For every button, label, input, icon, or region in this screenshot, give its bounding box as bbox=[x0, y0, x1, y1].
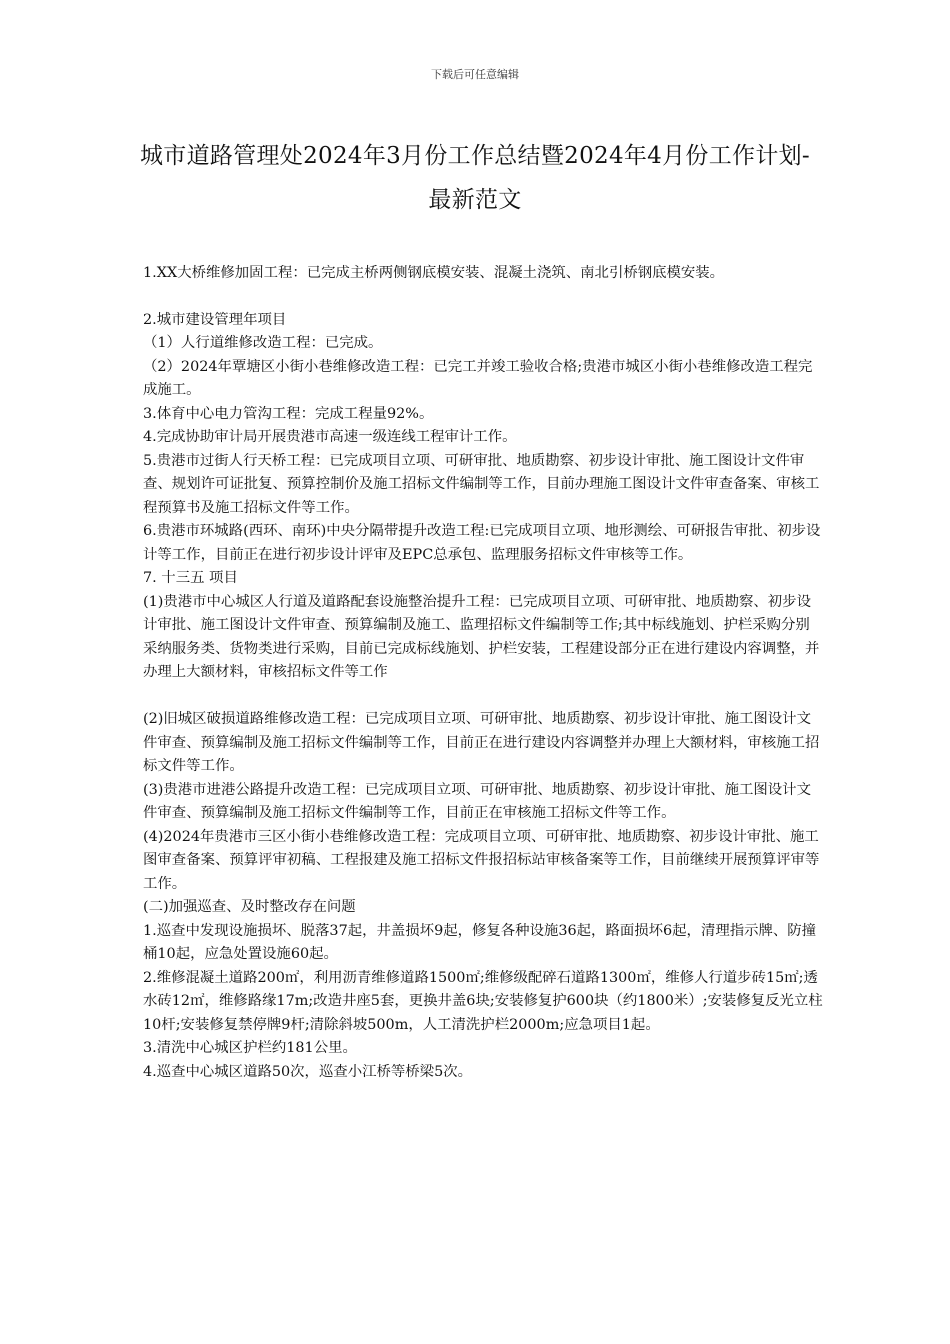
paragraph-2: 2.城市建设管理年项目 bbox=[143, 311, 287, 328]
paragraph-12: (3)贵港市进港公路提升改造工程：已完成项目立项、可研审批、地质勘察、初步设计审批、施工图设计文件审查、预算编制及施工招标文件编制等工作，目前正在审核施工招标文件等工作。 bbox=[143, 781, 811, 821]
paragraph-7: 5.贵港市过街人行天桥工程：已完成项目立项、可研审批、地质勘察、初步设计审批、施工图设计文件审查、规划许可证批复、预算控制价及施工招标文件编制等工作，目前办理施工图设计文件审查备案、审核工程预算书及施工招标文件等工作。 bbox=[143, 452, 820, 516]
paragraph-5: 3.体育中心电力管沟工程：完成工程量92%。 bbox=[143, 405, 434, 422]
paragraph-10: (1)贵港市中心城区人行道及道路配套设施整治提升工程：已完成项目立项、可研审批、地质勘察、初步设计审批、施工图设计文件审查、预算编制及施工、监理招标文件编制等工作;其中标线施划、护栏采购分别采纳服务类、货物类进行采购，目前已完成标线施划、护栏安装，工程建设部分正在进行建设内容调整，并办理上大额材料，审核招标文件等工作 bbox=[143, 593, 820, 680]
paragraph-9: 7. 十三五 项目 bbox=[143, 570, 238, 586]
paragraph-4: （2）2024年覃塘区小街小巷维修改造工程：已完工并竣工验收合格;贵港市城区小街小巷维修改造工程完成施工。 bbox=[143, 358, 813, 398]
paragraph-1: 1.XX大桥维修加固工程：已完成主桥两侧钢底模安装、混凝土浇筑、南北引桥钢底模安装。 bbox=[143, 265, 725, 281]
paragraph-16: 2.维修混凝土道路200㎡，利用沥青维修道路1500㎡;维修级配碎石道路1300㎡，维修人行道步砖15㎡;透水砖12㎡，维修路缘17m;改造井座5套，更换井盖6块;安装修复护600块（约1800米）;安装修复反光立柱10杆;安装修复禁停牌9杆;清除斜坡500m，人工清洗护栏2000m;应急项目1起。 bbox=[143, 969, 823, 1033]
header-note: 下载后可任意编辑 bbox=[431, 68, 519, 81]
blank-line bbox=[143, 685, 823, 709]
paragraph-15: 1.巡查中发现设施损坏、脱落37起，井盖损坏9起，修复各种设施36起，路面损坏6起，清理指示牌、防撞桶10起，应急处置设施60起。 bbox=[143, 922, 817, 962]
paragraph-13: (4)2024年贵港市三区小街小巷维修改造工程：完成项目立项、可研审批、地质勘察、初步设计审批、施工图审查备案、预算评审初稿、工程报建及施工招标文件报招标站审核备案等工作，目前继续开展预算评审等工作。 bbox=[143, 828, 820, 892]
paragraph-6: 4.完成协助审计局开展贵港市高速一级连线工程审计工作。 bbox=[143, 429, 517, 445]
paragraph-8: 6.贵港市环城路(西环、南环)中央分隔带提升改造工程:已完成项目立项、地形测绘、可研报告审批、初步设计等工作，目前正在进行初步设计评审及EPC总承包、监理服务招标文件审核等工作。 bbox=[143, 523, 821, 563]
paragraph-14: (二)加强巡查、及时整改存在问题 bbox=[143, 899, 356, 915]
paragraph-11: (2)旧城区破损道路维修改造工程：已完成项目立项、可研审批、地质勘察、初步设计审批、施工图设计文件审查、预算编制及施工招标文件编制等工作，目前正在进行建设内容调整并办理上大额材料，审核施工招标文件等工作。 bbox=[143, 711, 820, 774]
paragraph-3: （1）人行道维修改造工程：已完成。 bbox=[143, 335, 383, 351]
document-body bbox=[143, 262, 823, 1084]
paragraph-17: 3.清洗中心城区护栏约181公里。 bbox=[143, 1040, 357, 1056]
paragraph-18: 4.巡查中心城区道路50次，巡查小江桥等桥梁5次。 bbox=[143, 1063, 473, 1080]
document-title: 城市道路管理处2024年3月份工作总结暨2024年4月份工作计划-最新范文 bbox=[139, 143, 810, 213]
